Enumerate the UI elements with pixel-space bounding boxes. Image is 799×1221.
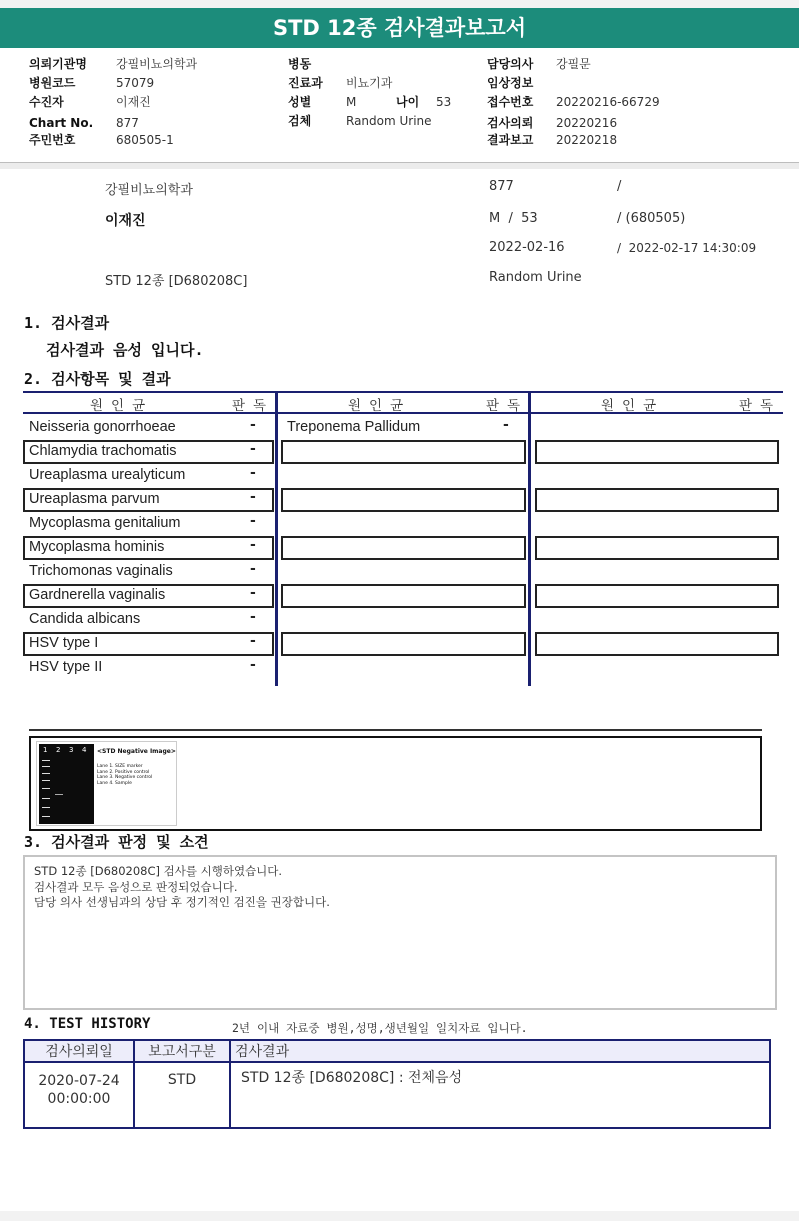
summary-patient: 이재진	[105, 213, 146, 229]
pathogen-name: Chlamydia trachomatis	[29, 443, 177, 459]
header-info	[0, 55, 799, 155]
gel-legend-item: Lane 1. SIZE marker	[97, 764, 143, 769]
col-header-judgement: 판독	[232, 398, 275, 414]
header-value: 53	[436, 95, 452, 109]
row-box	[535, 536, 779, 560]
gel-image	[36, 741, 177, 826]
history-col-result: 검사결과	[230, 1040, 770, 1062]
pathogen-name: Neisseria gonorrhoeae	[29, 419, 176, 435]
section4-title: 4. TEST HISTORY	[24, 1016, 151, 1032]
history-type: STD	[134, 1062, 230, 1128]
row-box	[281, 488, 526, 512]
history-note: 2년 이내 자료중 병원,성명,생년월일 일치자료 입니다.	[232, 1021, 528, 1035]
history-col-type: 보고서구분	[134, 1040, 230, 1062]
lane-label: 3	[69, 746, 74, 754]
history-col-date: 검사의뢰일	[24, 1040, 134, 1062]
summary-test-name: STD 12종 [D680208C]	[105, 274, 248, 289]
history-row	[24, 1062, 770, 1128]
header-label: 성별	[288, 95, 312, 109]
lane-label: 1	[43, 746, 48, 754]
pathogen-result: -	[250, 633, 256, 649]
gel-legend-item: Lane 2. Positive control	[97, 769, 150, 775]
header-value: M	[346, 95, 357, 109]
history-date: 2020-07-24	[38, 1073, 120, 1089]
header-value: Random Urine	[346, 114, 432, 128]
summary-hospital: 강필비뇨의학과	[105, 183, 193, 198]
pathogen-name: HSV type II	[29, 659, 103, 675]
col-header-pathogen: 원인균	[90, 398, 154, 414]
gel-band	[42, 773, 50, 774]
header-label: 접수번호	[487, 95, 534, 109]
table-top-line	[23, 391, 783, 393]
header-value: 비뇨기과	[346, 76, 393, 90]
pathogen-result: -	[250, 609, 256, 625]
row-box	[281, 536, 526, 560]
gel-lanes	[39, 744, 94, 824]
summary-chart: 877	[489, 179, 514, 194]
remarks-box	[23, 855, 777, 1010]
header-label: 병동	[288, 57, 312, 71]
header-label: 검체	[288, 114, 312, 128]
pathogen-result: -	[250, 489, 256, 505]
bottom-bar	[0, 1211, 799, 1221]
header-value: 877	[116, 116, 139, 130]
header-separator	[0, 162, 799, 169]
section2-title: 2. 검사항목 및 결과	[24, 370, 171, 388]
header-value: 20220218	[556, 133, 618, 147]
summary-dob: / (680505)	[617, 211, 686, 226]
history-time: 00:00:00	[47, 1091, 111, 1107]
table-divider-1	[275, 391, 278, 686]
header-label: 주민번호	[29, 133, 76, 147]
top-bar	[0, 0, 799, 8]
lane-label: 4	[82, 746, 87, 754]
header-label: 의뢰기관명	[29, 57, 87, 71]
remarks-line: 검사결과 모두 음성으로 판정되었습니다.	[34, 879, 238, 894]
report-title: STD 12종 검사결과보고서	[0, 8, 799, 48]
pathogen-name: Candida albicans	[29, 611, 141, 627]
header-label: 담당의사	[487, 57, 534, 71]
lane-label: 2	[56, 746, 61, 754]
table-divider-2	[528, 391, 531, 686]
pathogen-result: -	[250, 465, 256, 481]
gel-band	[42, 807, 50, 808]
col-header-judgement: 판독	[486, 398, 529, 414]
row-box	[535, 584, 779, 608]
pathogen-result: -	[250, 537, 256, 553]
history-result: STD 12종 [D680208C] : 전체음성	[230, 1062, 770, 1128]
header-label: 병원코드	[29, 76, 76, 90]
gel-band	[42, 760, 50, 761]
pathogen-result: -	[503, 417, 509, 433]
gel-band	[42, 788, 50, 789]
gel-legend	[97, 764, 152, 786]
gel-title: <STD Negative Image>	[97, 748, 176, 755]
header-label: 검사의뢰	[487, 116, 534, 130]
summary-slash: /	[617, 179, 622, 194]
row-box	[535, 488, 779, 512]
col-header-pathogen: 원인균	[348, 398, 412, 414]
pathogen-name: Ureaplasma urealyticum	[29, 467, 186, 483]
row-box	[281, 632, 526, 656]
pathogen-name: Gardnerella vaginalis	[29, 587, 166, 603]
pathogen-result: -	[250, 561, 256, 577]
header-value: 20220216-66729	[556, 95, 660, 109]
pathogen-name: Trichomonas vaginalis	[29, 563, 173, 579]
header-label: Chart No.	[29, 116, 94, 130]
pathogen-name: Treponema Pallidum	[287, 419, 421, 435]
header-value: 강필문	[556, 57, 591, 71]
header-value: 이재진	[116, 95, 151, 109]
row-box	[281, 584, 526, 608]
pathogen-result: -	[250, 585, 256, 601]
section1-title: 1. 검사결과	[24, 314, 110, 332]
history-header-row	[24, 1040, 770, 1062]
remarks-line: STD 12종 [D680208C] 검사를 시행하였습니다.	[34, 864, 283, 878]
history-table	[23, 1039, 771, 1129]
header-value: 20220216	[556, 116, 618, 130]
gel-band	[42, 816, 50, 817]
col-header-judgement: 판독	[739, 398, 782, 414]
gel-legend-item: Lane 3. Negative control	[97, 775, 153, 780]
gel-band	[42, 798, 50, 799]
col-header-pathogen: 원인균	[601, 398, 665, 414]
summary-report-date: / 2022-02-17 14:30:09	[617, 241, 757, 255]
remarks-line: 담당 의사 선생님과의 상담 후 정기적인 검진을 권장합니다.	[34, 895, 330, 909]
header-label: 임상정보	[487, 76, 534, 90]
pathogen-name: Ureaplasma parvum	[29, 491, 160, 507]
summary-specimen: Random Urine	[489, 270, 582, 285]
gel-band	[42, 780, 50, 781]
summary-request-date: 2022-02-16	[489, 240, 565, 255]
header-value: 강필비뇨의학과	[116, 57, 198, 71]
history-date-cell	[24, 1062, 134, 1128]
summary-sex-age: M / 53	[489, 211, 538, 226]
pathogen-result: -	[250, 441, 256, 457]
pathogen-result: -	[250, 657, 256, 673]
pathogen-result: -	[250, 417, 256, 433]
pathogen-result: -	[250, 513, 256, 529]
header-label: 나이	[396, 95, 420, 109]
header-label: 수진자	[29, 95, 64, 109]
gel-band-positive	[55, 794, 63, 795]
section1-result: 검사결과 음성 입니다.	[46, 341, 204, 359]
pathogen-name: Mycoplasma hominis	[29, 539, 165, 555]
section3-title: 3. 검사결과 판정 및 소견	[24, 833, 209, 851]
header-value: 57079	[116, 76, 155, 90]
row-box	[535, 440, 779, 464]
header-label: 진료과	[288, 76, 323, 90]
header-label: 결과보고	[487, 133, 534, 147]
pathogen-name: Mycoplasma genitalium	[29, 515, 181, 531]
row-box	[281, 440, 526, 464]
header-value: 680505-1	[116, 133, 174, 147]
pathogen-name: HSV type I	[29, 635, 99, 651]
gel-top-rule	[29, 729, 762, 731]
gel-band	[42, 766, 50, 767]
gel-legend-item: Lane 4. Sample	[97, 780, 132, 786]
row-box	[535, 632, 779, 656]
